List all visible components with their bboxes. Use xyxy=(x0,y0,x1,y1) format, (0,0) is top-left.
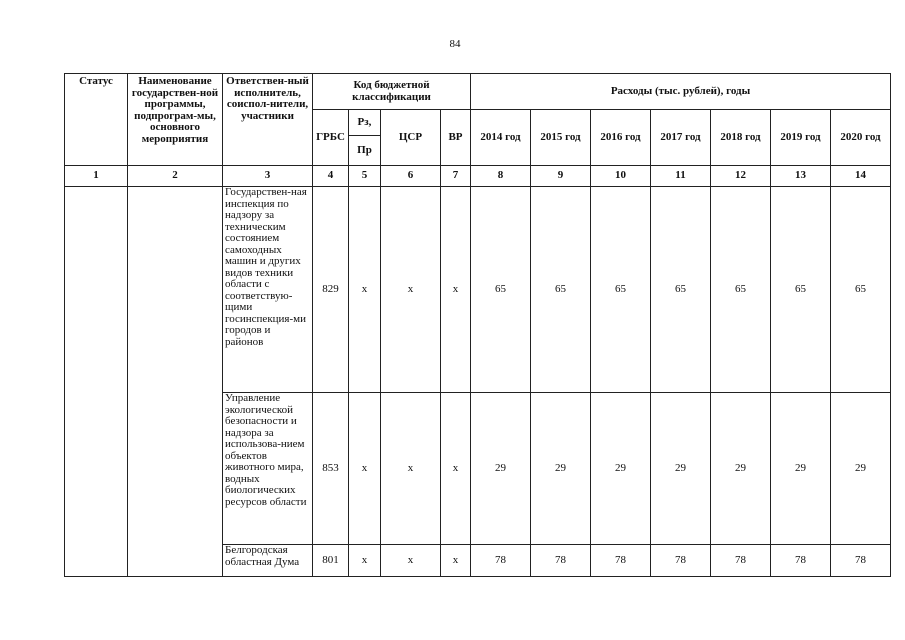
value-cell: 65 xyxy=(471,187,531,393)
executor-cell: Белгородская областная Дума xyxy=(223,545,313,577)
header-year-2019: 2019 год xyxy=(771,110,831,166)
rz-pr-cell: х xyxy=(349,393,381,545)
header-grbs: ГРБС xyxy=(313,110,349,166)
value-cell: 29 xyxy=(651,393,711,545)
value-cell: 29 xyxy=(531,393,591,545)
value-cell: 29 xyxy=(771,393,831,545)
header-year-2017: 2017 год xyxy=(651,110,711,166)
column-number: 11 xyxy=(651,166,711,187)
header-csr: ЦСР xyxy=(381,110,441,166)
column-number: 9 xyxy=(531,166,591,187)
value-cell: 29 xyxy=(831,393,891,545)
status-cell xyxy=(65,187,128,577)
grbs-cell: 801 xyxy=(313,545,349,577)
value-cell: 78 xyxy=(711,545,771,577)
header-status: Статус xyxy=(65,74,128,166)
column-number: 4 xyxy=(313,166,349,187)
value-cell: 65 xyxy=(771,187,831,393)
column-number: 8 xyxy=(471,166,531,187)
header-rz: Рз, xyxy=(349,110,381,136)
column-number: 5 xyxy=(349,166,381,187)
value-cell: 65 xyxy=(711,187,771,393)
header-pr: Пр xyxy=(349,136,381,166)
value-cell: 78 xyxy=(771,545,831,577)
program-cell xyxy=(128,187,223,577)
header-budget-code: Код бюджетной классификации xyxy=(313,74,471,110)
value-cell: 65 xyxy=(591,187,651,393)
column-number: 7 xyxy=(441,166,471,187)
rz-pr-cell: х xyxy=(349,187,381,393)
header-program-name: Наименование государствен-ной программы, подпрограм-мы, основного мероприятия xyxy=(128,74,223,166)
header-year-2016: 2016 год xyxy=(591,110,651,166)
column-number: 1 xyxy=(65,166,128,187)
header-year-2015: 2015 год xyxy=(531,110,591,166)
vr-cell: х xyxy=(441,393,471,545)
executor-cell: Государствен-ная инспекция по надзору за техническим состоянием самоходных машин и других видов техники области с соответствую-щими госинспекция-ми городов и районов xyxy=(223,187,313,393)
header-executor: Ответствен-ный исполнитель, соиспол-нители, участники xyxy=(223,74,313,166)
value-cell: 78 xyxy=(531,545,591,577)
page-number: 84 xyxy=(449,38,461,50)
grbs-cell: 829 xyxy=(313,187,349,393)
column-number: 13 xyxy=(771,166,831,187)
vr-cell: х xyxy=(441,545,471,577)
value-cell: 29 xyxy=(471,393,531,545)
value-cell: 78 xyxy=(471,545,531,577)
column-number: 12 xyxy=(711,166,771,187)
value-cell: 65 xyxy=(831,187,891,393)
csr-cell: х xyxy=(381,187,441,393)
column-number: 3 xyxy=(223,166,313,187)
grbs-cell: 853 xyxy=(313,393,349,545)
value-cell: 78 xyxy=(651,545,711,577)
column-number: 14 xyxy=(831,166,891,187)
rz-pr-cell: х xyxy=(349,545,381,577)
value-cell: 78 xyxy=(591,545,651,577)
table-row xyxy=(65,187,891,393)
header-year-2020: 2020 год xyxy=(831,110,891,166)
csr-cell: х xyxy=(381,545,441,577)
column-number: 6 xyxy=(381,166,441,187)
header-vr: ВР xyxy=(441,110,471,166)
csr-cell: х xyxy=(381,393,441,545)
executor-cell: Управление экологической безопасности и надзора за использова-нием объектов животного мира, водных биологических ресурсов области xyxy=(223,393,313,545)
value-cell: 65 xyxy=(531,187,591,393)
header-year-2014: 2014 год xyxy=(471,110,531,166)
budget-table xyxy=(64,73,891,577)
header-year-2018: 2018 год xyxy=(711,110,771,166)
vr-cell: х xyxy=(441,187,471,393)
value-cell: 29 xyxy=(711,393,771,545)
header-expenses: Расходы (тыс. рублей), годы xyxy=(471,74,891,110)
value-cell: 29 xyxy=(591,393,651,545)
column-number: 10 xyxy=(591,166,651,187)
value-cell: 78 xyxy=(831,545,891,577)
value-cell: 65 xyxy=(651,187,711,393)
column-number: 2 xyxy=(128,166,223,187)
